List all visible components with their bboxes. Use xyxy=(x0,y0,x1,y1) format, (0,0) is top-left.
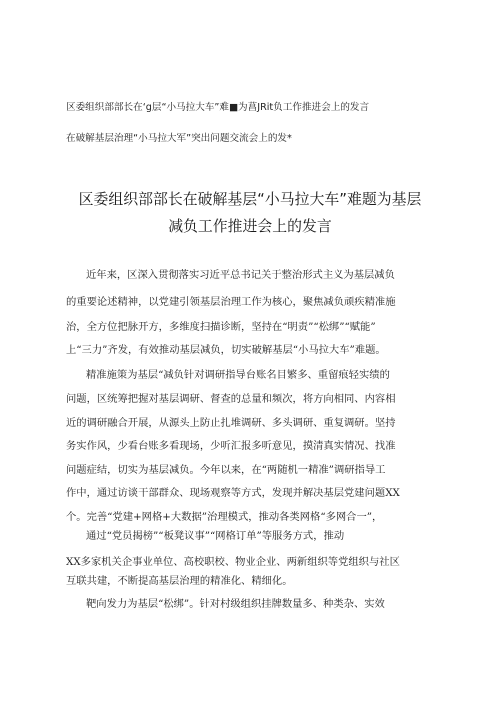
body-line: 个。完善“党建+网格+大数据”治理模式，推动各类网格“多网合一”， xyxy=(66,511,383,523)
body-line: XX多家机关企事业单位、高校职校、物业企业、两新组织等党组织与社区 xyxy=(66,556,400,568)
body-line: 近的调研融合开展，从源头上防止扎堆调研、多头调研、重复调研。坚持 xyxy=(66,417,396,429)
body-line: 通过“党员揭榜”“板凳议事”“网格订单”等服务方式，推动 xyxy=(86,530,345,542)
running-header-line-2: 在破解基层治理“小马拉大军”突出问题交流会上的发* xyxy=(66,133,292,144)
body-line: 作中，通过访谈干部群众、现场观察等方式，发现并解决基层党建问题XX xyxy=(66,487,400,499)
body-line: 务实作风，少看台账多看现场，少听汇报多听意见，摸清真实情况、找准 xyxy=(66,440,396,452)
body-line: 上“三力”齐发，有效推动基层减负，切实破解基层“小马拉大车”难题。 xyxy=(66,344,386,356)
document-title-line-1: 区委组织部部长在破解基层“小马拉大车”难题为基层 xyxy=(78,190,422,208)
body-line: 近年来，区深入贯彻落实习近平总书记关于整治形式主义为基层减负 xyxy=(86,269,395,281)
body-line: 问题，区统筹把握对基层调研、督查的总量和频次，将方向相同、内容相 xyxy=(66,393,396,405)
body-line: 的重要论述精神，以党建引领基层治理工作为核心，聚焦减负顽疾精准施 xyxy=(66,296,396,308)
document-title-line-2: 减负工作推进会上的发言 xyxy=(168,217,332,235)
body-line: 靶向发力为基层“松绑”。针对村级组织挂牌数量多、种类杂、实效 xyxy=(86,598,385,610)
body-line: 治，全方位把脉开方，多维度扫描诊断，坚持在“明责”“松绑”“赋能” xyxy=(66,321,376,333)
body-line: 互联共建，不断提高基层治理的精准化、精细化。 xyxy=(66,575,293,587)
body-line: 问题症结，切实为基层减负。今年以来，在“两随机一精准”调研指导工 xyxy=(66,464,386,476)
body-line: 精准施策为基层“减负针对调研指导台账名目繁多、重留痕轻实绩的 xyxy=(86,369,390,381)
running-header-line-1: 区委组织部部长在‘g层“小马拉大车”难■为菖JRit负工作推进会上的发言 xyxy=(66,102,370,113)
